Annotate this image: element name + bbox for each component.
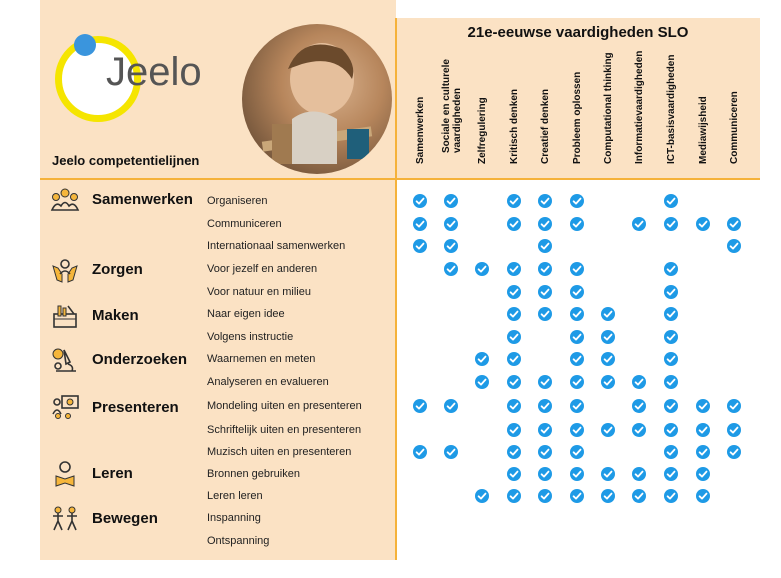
check-mark: [727, 239, 741, 253]
check-mark: [507, 423, 521, 437]
check-mark: [664, 399, 678, 413]
check-mark: [570, 330, 584, 344]
check-mark: [538, 307, 552, 321]
row-label: Ontspanning: [207, 535, 270, 547]
check-mark: [632, 467, 646, 481]
check-mark: [664, 330, 678, 344]
row-label: Schriftelijk uiten en presenteren: [207, 424, 362, 436]
row-label: Internationaal samenwerken: [207, 240, 346, 252]
check-mark: [538, 467, 552, 481]
movement-icon: [50, 505, 80, 533]
check-mark: [664, 375, 678, 389]
check-mark: [696, 217, 710, 231]
check-mark: [664, 352, 678, 366]
check-mark: [507, 445, 521, 459]
check-mark: [538, 262, 552, 276]
check-mark: [696, 445, 710, 459]
presentation-icon: [50, 394, 80, 422]
check-mark: [664, 194, 678, 208]
photo-illustration: [242, 24, 392, 174]
row-label: Muzisch uiten en presenteren: [207, 446, 352, 458]
horizontal-divider: [40, 178, 760, 180]
category-label: Presenteren: [92, 399, 179, 416]
column-header-label: Communiceren: [729, 91, 740, 164]
check-mark: [507, 285, 521, 299]
logo-dot: [74, 34, 96, 56]
check-mark: [538, 375, 552, 389]
competence-title: Jeelo competentielijnen: [52, 153, 200, 168]
check-mark: [444, 262, 458, 276]
check-mark: [601, 375, 615, 389]
check-mark: [413, 217, 427, 231]
check-mark: [601, 423, 615, 437]
skills-title: 21e-eeuwse vaardigheden SLO: [467, 24, 689, 41]
check-mark: [601, 352, 615, 366]
check-mark: [507, 375, 521, 389]
category-label: Samenwerken: [92, 191, 193, 208]
check-mark: [475, 352, 489, 366]
check-mark: [664, 445, 678, 459]
check-mark: [538, 217, 552, 231]
check-mark: [601, 330, 615, 344]
check-mark: [507, 262, 521, 276]
category-label: Leren: [92, 465, 133, 482]
check-mark: [632, 489, 646, 503]
check-mark: [696, 399, 710, 413]
row-label: Voor jezelf en anderen: [207, 263, 318, 275]
check-mark: [475, 262, 489, 276]
check-mark: [570, 285, 584, 299]
check-mark: [413, 399, 427, 413]
check-mark: [507, 352, 521, 366]
check-mark: [444, 217, 458, 231]
check-mark: [570, 194, 584, 208]
check-mark: [601, 489, 615, 503]
check-mark: [570, 399, 584, 413]
column-header-label: Samenwerken: [415, 96, 426, 164]
row-label: Inspanning: [207, 512, 261, 524]
check-mark: [696, 467, 710, 481]
check-mark: [444, 239, 458, 253]
check-mark: [696, 423, 710, 437]
microscope-icon: [50, 346, 80, 374]
check-mark: [538, 194, 552, 208]
check-mark: [538, 399, 552, 413]
check-mark: [664, 467, 678, 481]
caring-hands-icon: [50, 256, 80, 284]
team-icon: [50, 186, 80, 214]
check-mark: [570, 467, 584, 481]
check-mark: [664, 489, 678, 503]
child-photo: [242, 24, 392, 174]
check-mark: [570, 307, 584, 321]
check-mark: [570, 445, 584, 459]
check-mark: [507, 330, 521, 344]
check-mark: [664, 423, 678, 437]
check-mark: [664, 285, 678, 299]
check-mark: [727, 399, 741, 413]
check-mark: [570, 217, 584, 231]
check-mark: [632, 399, 646, 413]
check-mark: [507, 467, 521, 481]
check-mark: [538, 239, 552, 253]
check-mark: [570, 262, 584, 276]
check-mark: [664, 262, 678, 276]
row-label: Leren leren: [207, 490, 263, 502]
check-mark: [475, 375, 489, 389]
column-header-label: Zelfregulering: [477, 97, 488, 164]
check-mark: [570, 375, 584, 389]
category-label: Maken: [92, 307, 139, 324]
check-mark: [475, 489, 489, 503]
row-label: Naar eigen idee: [207, 308, 285, 320]
check-mark: [570, 352, 584, 366]
check-mark: [664, 307, 678, 321]
check-mark: [413, 194, 427, 208]
row-label: Volgens instructie: [207, 331, 294, 343]
category-label: Onderzoeken: [92, 351, 188, 368]
column-header-label: Computational thinking: [603, 52, 614, 164]
check-mark: [538, 285, 552, 299]
check-mark: [507, 399, 521, 413]
check-mark: [632, 423, 646, 437]
row-label: Bronnen gebruiken: [207, 468, 300, 480]
check-mark: [507, 194, 521, 208]
row-label: Waarnemen en meten: [207, 353, 316, 365]
check-mark: [507, 489, 521, 503]
check-mark: [570, 423, 584, 437]
check-mark: [664, 217, 678, 231]
logo-text: Jeelo: [106, 50, 202, 94]
toolbox-icon: [50, 302, 80, 330]
check-mark: [570, 489, 584, 503]
check-mark: [727, 445, 741, 459]
check-mark: [507, 217, 521, 231]
check-mark: [601, 307, 615, 321]
column-header-label: Sociale en culturele vaardigheden: [441, 59, 463, 153]
reading-icon: [50, 460, 80, 488]
check-mark: [727, 217, 741, 231]
check-mark: [538, 489, 552, 503]
column-header-label: ICT-basisvaardigheden: [666, 54, 677, 164]
column-header-label: Probleem oplossen: [572, 71, 583, 164]
check-mark: [413, 239, 427, 253]
check-mark: [413, 445, 427, 459]
check-mark: [444, 194, 458, 208]
check-mark: [538, 445, 552, 459]
category-label: Zorgen: [92, 261, 143, 278]
check-mark: [696, 489, 710, 503]
check-mark: [632, 375, 646, 389]
check-mark: [444, 399, 458, 413]
column-header-label: Kritisch denken: [509, 88, 520, 164]
category-label: Bewegen: [92, 510, 158, 527]
column-header-label: Creatief denken: [540, 88, 551, 164]
row-label: Voor natuur en milieu: [207, 286, 311, 298]
check-mark: [727, 423, 741, 437]
row-label: Analyseren en evalueren: [207, 376, 329, 388]
row-label: Organiseren: [207, 195, 268, 207]
column-header-label: Informatievaardigheden: [634, 50, 645, 164]
check-mark: [538, 423, 552, 437]
row-label: Mondeling uiten en presenteren: [207, 400, 362, 412]
check-mark: [601, 467, 615, 481]
column-header-label: Mediawijsheid: [698, 96, 709, 164]
check-mark: [632, 217, 646, 231]
vertical-divider: [395, 18, 397, 560]
check-mark: [507, 307, 521, 321]
check-mark: [444, 445, 458, 459]
row-label: Communiceren: [207, 218, 282, 230]
